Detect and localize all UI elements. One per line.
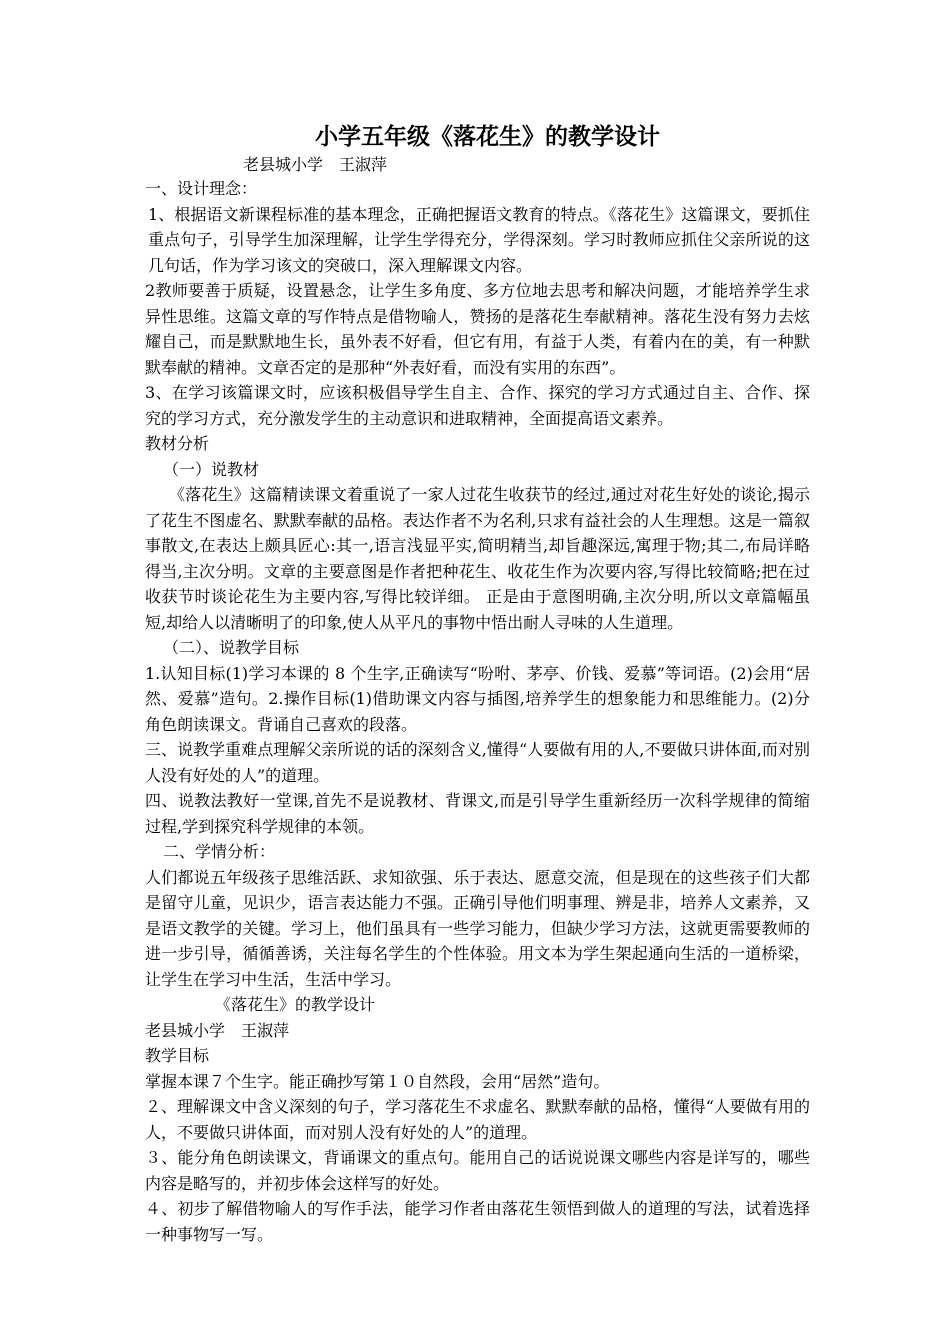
section-heading-teaching-objectives: 教学目标 [145,1046,210,1065]
second-design-author: 老县城小学 王淑萍 [145,1020,290,1040]
section-heading-student-analysis: 二、学情分析： [163,842,276,861]
subheading-about-material: （一）说教材 [163,459,260,479]
objective-4: ４、初步了解借物喻人的写作手法，能学习作者由落花生领悟到做人的道理的写法，试着选择一种事物写一写。 [145,1199,810,1244]
paragraph-concept-2: 2教师要善于质疑，设置悬念，让学生多角度、多方位地去思考和解决问题，才能培养学生求异性思维。这篇文章的写作特点是借物喻人，赞扬的是落花生奉献精神。落花生没有努力去炫耀自己，而是默默地生长，虽外表不好看，但它有用，有益于人类，有着内在的美，有一种默默奉献的精神。文章否定的是那种“外表好看，而没有实用的东西”。 [145,281,810,377]
paragraph-concept-3: 3、在学习该篇课文时，应该积极倡导学生自主、合作、探究的学习方式通过自主、合作、探究的学习方式，充分激发学生的主动意识和进取精神，全面提高语文素养。 [145,383,810,428]
objective-3: ３、能分角色朗读课文，背诵课文的重点句。能用自己的话说说课文哪些内容是详写的，哪些内容是略写的，并初步体会这样写的好处。 [145,1148,810,1193]
objective-1: 掌握本课７个生字。能正确抄写第１０自然段，会用“居然”造句。 [145,1071,610,1091]
paragraph-student-analysis: 人们都说五年级孩子思维活跃、求知欲强、乐于表达、愿意交流，但是现在的这些孩子们大都是留守儿童，见识少，语言表达能力不强。正确引导他们明事理、辨是非，培养人文素养，又是语文教学的关键。学习上，他们虽具有一些学习能力，但缺少学习方法，这就更需要教师的进一步引导，循循善诱，关注每名学生的个性体验。用文本为学生架起通向生活的一道桥梁，让学生在学习中生活，生活中学习。 [145,867,810,989]
document-title: 小学五年级《落花生》的教学设计 [315,123,660,150]
paragraph-concept-1: 1、根据语文新课程标准的基本理念，正确把握语文教育的特点。《落花生》这篇课文，要抓住重点句子，引导学生加深理解，让学生学得充分，学得深刻。学习时教师应抓住父亲所说的这几句话，作为学习该文的突破口，深入理解课文内容。 [148,204,810,275]
section-heading-material-analysis: 教材分析 [145,434,210,453]
document-author: 老县城小学 王淑萍 [243,155,388,174]
objective-2: ２、理解课文中含义深刻的句子，学习落花生不求虚名、默默奉献的品格，懂得“人要做有用的人，不要做只讲体面，而对别人没有好处的人”的道理。 [145,1097,810,1142]
paragraph-teaching-goals: 1.认知目标(1)学习本课的 8 个生字,正确读写“吩咐、茅亭、价钱、爱慕”等词语。(2)会用“居然、爱慕”造句。2.操作目标(1)借助课文内容与插图,培养学生的想象能力和思维能力。(2)分角色朗读课文。背诵自己喜欢的段落。 [145,663,810,734]
paragraph-material: 《落花生》这篇精读课文着重说了一家人过花生收获节的经过,通过对花生好处的谈论,揭示了花生不图虚名、默默奉献的品格。表达作者不为名利,只求有益社会的人生理想。这是一篇叙事散文,在表达上颇具匠心:其一,语言浅显平实,简明精当,却旨趣深远,寓理于物;其二,布局详略得当,主次分明。文章的主要意图是作者把种花生、收花生作为次要内容,写得比较简略;把在过收获节时谈论花生为主要内容,写得比较详细。 正是由于意图明确,主次分明,所以文章篇幅虽短,却给人以清晰明了的印象,使人从平凡的事物中悟出耐人寻味的人生道理。 [145,485,810,632]
section-heading-design-concept: 一、设计理念： [145,179,258,198]
paragraph-teaching-method: 四、说教法教好一堂课,首先不是说教材、背课文,而是引导学生重新经历一次科学规律的简缩过程,学到探究科学规律的本领。 [145,791,810,836]
paragraph-key-difficulties: 三、说教学重难点理解父亲所说的话的深刻含义,懂得“人要做有用的人,不要做只讲体面,而对别人没有好处的人”的道理。 [145,740,810,785]
document-page [145,120,810,1247]
subheading-teaching-goals: （二）、说教学目标 [163,638,300,657]
second-design-title: 《落花生》的教学设计 [215,995,376,1014]
